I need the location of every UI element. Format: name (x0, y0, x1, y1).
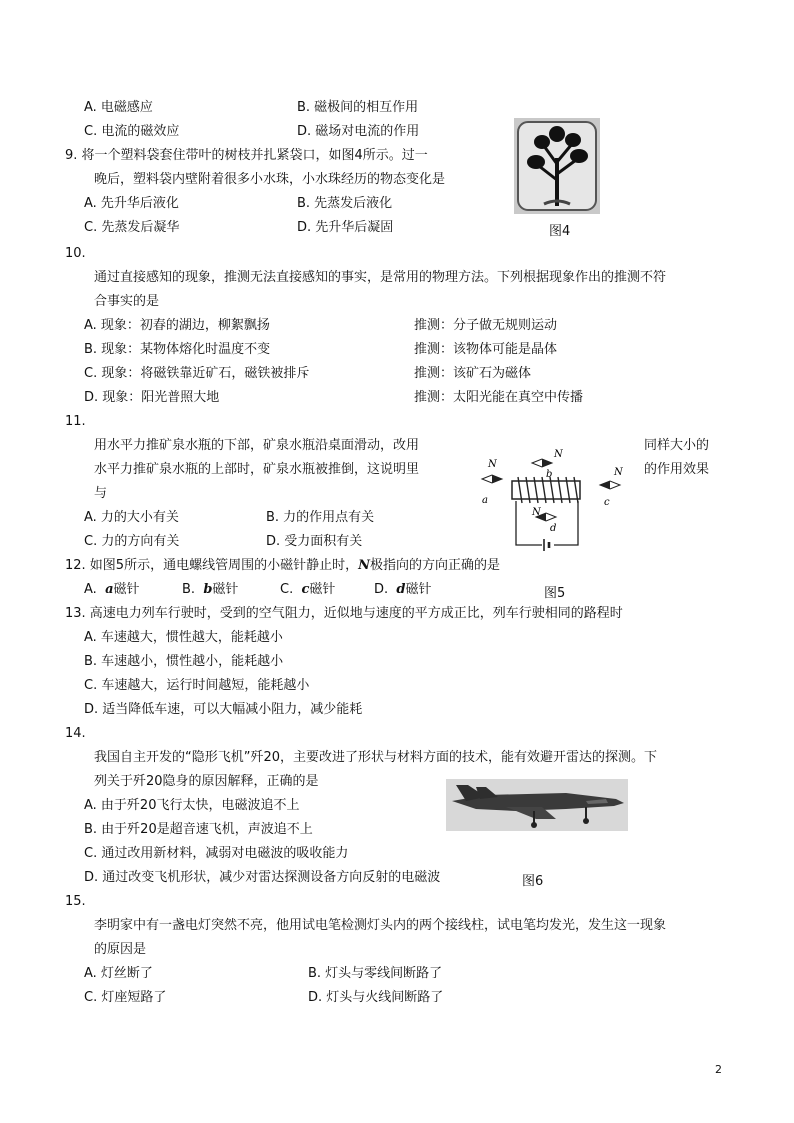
figure5-label-n-left: N (488, 459, 497, 470)
figure5-label-n-top: N (554, 449, 563, 460)
q15-option-d: D. 灯头与火线间断路了 (308, 990, 444, 1005)
figure5-label-n-right: N (614, 467, 623, 478)
figure5-caption: 图5 (544, 586, 566, 601)
q10-row-c-inference: 推测：该矿石为磁体 (414, 366, 532, 381)
q14-option-b: B. 由于歼20是超音速飞机，声波追不上 (84, 822, 313, 837)
figure5-label-c: c (604, 497, 610, 508)
q15-number: 15. (65, 894, 86, 909)
q12-stem-part1: 12. 如图5所示，通电螺线管周围的小磁针静止时， (65, 558, 359, 573)
figure5-label-a: a (482, 495, 488, 506)
q15-stem-line1: 李明家中有一盏电灯突然不亮，他用试电笔检测灯头内的两个接线柱，试电笔均发光，发生这一现象 (94, 918, 667, 933)
needle-a-icon (482, 475, 502, 483)
q12-stem-part2: 极指向的方向正确的是 (369, 558, 500, 573)
page-number: 2 (715, 1063, 722, 1076)
q15-option-a: A. 灯丝断了 (84, 966, 153, 981)
q11-stem-line3: 与 (94, 486, 108, 501)
q12-option-c: C. c磁针 (280, 582, 336, 597)
q10-row-d-phenomenon: D. 现象：阳光普照大地 (84, 390, 220, 405)
q8-option-d: D. 磁场对电流的作用 (297, 124, 420, 139)
q10-row-a-inference: 推测：分子做无规则运动 (414, 318, 558, 333)
q9-stem-line2: 晚后，塑料袋内壁附着很多小水珠，小水珠经历的物态变化是 (94, 172, 446, 187)
needle-c-icon (600, 481, 620, 489)
q15-option-b: B. 灯头与零线间断路了 (308, 966, 443, 981)
q8-option-a: A. 电磁感应 (84, 100, 153, 115)
figure5-solenoid-diagram (470, 445, 638, 553)
q12-option-a: A. a磁针 (84, 582, 140, 597)
q11-stem-line1-right: 同样大小的 (644, 438, 710, 453)
q11-stem-line1-left: 用水平力推矿泉水瓶的下部，矿泉水瓶沿桌面滑动，改用 (94, 438, 420, 453)
figure5-label-d: d (550, 523, 557, 534)
q11-option-c: C. 力的方向有关 (84, 534, 180, 549)
q9-option-c: C. 先蒸发后凝华 (84, 220, 180, 235)
q14-option-a: A. 由于歼20飞行太快，电磁波追不上 (84, 798, 300, 813)
q11-option-b: B. 力的作用点有关 (266, 510, 375, 525)
figure5-label-b: b (546, 469, 553, 480)
q14-option-d: D. 通过改变飞机形状，减少对雷达探测设备方向反射的电磁波 (84, 870, 441, 885)
q12-option-b: B. b磁针 (182, 582, 239, 597)
q14-option-c: C. 通过改用新材料，减弱对电磁波的吸收能力 (84, 846, 349, 861)
q8-option-b: B. 磁极间的相互作用 (297, 100, 419, 115)
q9-option-d: D. 先升华后凝固 (297, 220, 394, 235)
q14-stem-line1: 我国自主开发的“隐形飞机”歼20，主要改进了形状与材料方面的技术，能有效避开雷达的探测。下 (94, 750, 658, 765)
needle-b-icon (532, 459, 552, 467)
q10-row-d-inference: 推测：太阳光能在真空中传播 (414, 390, 584, 405)
q9-option-a: A. 先升华后液化 (84, 196, 179, 211)
q10-number: 10. (65, 246, 86, 261)
figure4-tree-in-bag-image (514, 118, 600, 214)
q13-option-b: B. 车速越小，惯性越小，能耗越小 (84, 654, 284, 669)
q11-number: 11. (65, 414, 86, 429)
q15-stem-line2: 的原因是 (94, 942, 147, 957)
q13-stem: 13. 高速电力列车行驶时，受到的空气阻力，近似地与速度的平方成正比，列车行驶相同的路程时 (65, 606, 623, 621)
figure4-caption: 图4 (549, 224, 571, 239)
q11-option-a: A. 力的大小有关 (84, 510, 179, 525)
q15-option-c: C. 灯座短路了 (84, 990, 167, 1005)
q10-row-a-phenomenon: A. 现象：初春的湖边，柳絮飘扬 (84, 318, 270, 333)
figure5-label-n-bottom: N (532, 507, 541, 518)
q11-option-d: D. 受力面积有关 (266, 534, 363, 549)
q11-stem-line2-right: 的作用效果 (644, 462, 710, 477)
q12-option-d: D. d磁针 (374, 582, 432, 597)
q14-stem-line2: 列关于歼20隐身的原因解释，正确的是 (94, 774, 319, 789)
q13-option-d: D. 适当降低车速，可以大幅减小阻力，减少能耗 (84, 702, 363, 717)
figure6-stealth-jet-image (446, 779, 628, 831)
q12-stem-n: N (358, 558, 370, 573)
figure6-caption: 图6 (522, 874, 544, 889)
q14-number: 14. (65, 726, 86, 741)
q9-option-b: B. 先蒸发后液化 (297, 196, 393, 211)
q9-stem-line1: 9. 将一个塑料袋套住带叶的树枝并扎紧袋口，如图4所示。过一 (65, 148, 428, 163)
q10-row-c-phenomenon: C. 现象：将磁铁靠近矿石，磁铁被排斥 (84, 366, 310, 381)
q11-stem-line2-left: 水平力推矿泉水瓶的上部时，矿泉水瓶被推倒，这说明里 (94, 462, 420, 477)
q10-stem-line2: 合事实的是 (94, 294, 160, 309)
q13-option-c: C. 车速越大，运行时间越短，能耗越小 (84, 678, 310, 693)
q10-stem-line1: 通过直接感知的现象，推测无法直接感知的事实，是常用的物理方法。下列根据现象作出的推测不符 (94, 270, 667, 285)
q13-option-a: A. 车速越大，惯性越大，能耗越小 (84, 630, 283, 645)
q8-option-c: C. 电流的磁效应 (84, 124, 180, 139)
q10-row-b-phenomenon: B. 现象：某物体熔化时温度不变 (84, 342, 271, 357)
q10-row-b-inference: 推测：该物体可能是晶体 (414, 342, 558, 357)
q12-stem (65, 558, 500, 574)
